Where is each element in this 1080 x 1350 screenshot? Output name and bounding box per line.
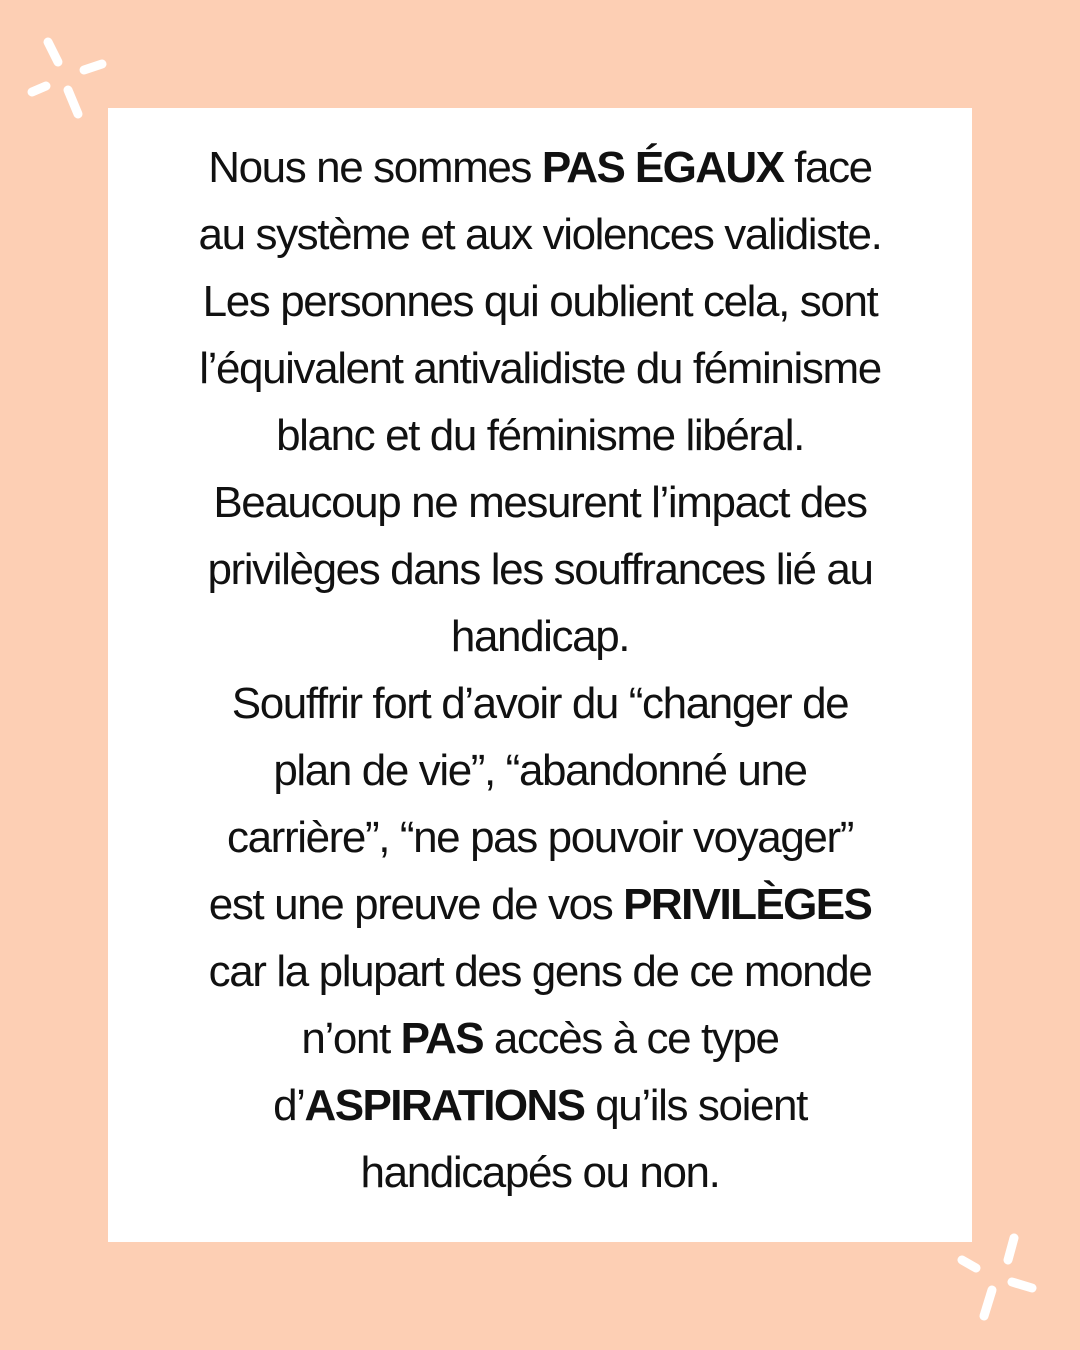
emphasis-text: ASPIRATIONS xyxy=(304,1081,585,1130)
text-line: plan de vie”, “abandonné une xyxy=(273,746,807,795)
text-line: Beaucoup ne mesurent l’impact des xyxy=(213,478,867,527)
text-line: d’ASPIRATIONS qu’ils soient xyxy=(273,1081,807,1130)
statement-text xyxy=(0,134,1080,1206)
text-line: Les personnes qui oublient cela, sont xyxy=(202,277,878,326)
emphasis-text: PAS ÉGAUX xyxy=(541,143,784,192)
sparkle-icon xyxy=(940,1220,1060,1340)
emphasis-text: PRIVILÈGES xyxy=(623,880,872,929)
text-line: blanc et du féminisme libéral. xyxy=(276,411,804,460)
emphasis-text: PAS xyxy=(400,1014,484,1063)
text-line: au système et aux violences validiste. xyxy=(198,210,882,259)
text-line: est une preuve de vos PRIVILÈGES xyxy=(208,880,872,929)
text-line: Souffrir fort d’avoir du “changer de xyxy=(231,679,849,728)
text-line: l’équivalent antivalidiste du féminisme xyxy=(199,344,881,393)
text-line: Nous ne sommes PAS ÉGAUX face xyxy=(208,143,872,192)
text-line: n’ont PAS accès à ce type xyxy=(301,1014,779,1063)
text-line: car la plupart des gens de ce monde xyxy=(208,947,872,996)
text-line: privilèges dans les souffrances lié au xyxy=(207,545,873,594)
text-line: handicap. xyxy=(450,612,630,661)
text-line: carrière”, “ne pas pouvoir voyager” xyxy=(227,813,853,862)
text-line: handicapés ou non. xyxy=(360,1148,720,1197)
